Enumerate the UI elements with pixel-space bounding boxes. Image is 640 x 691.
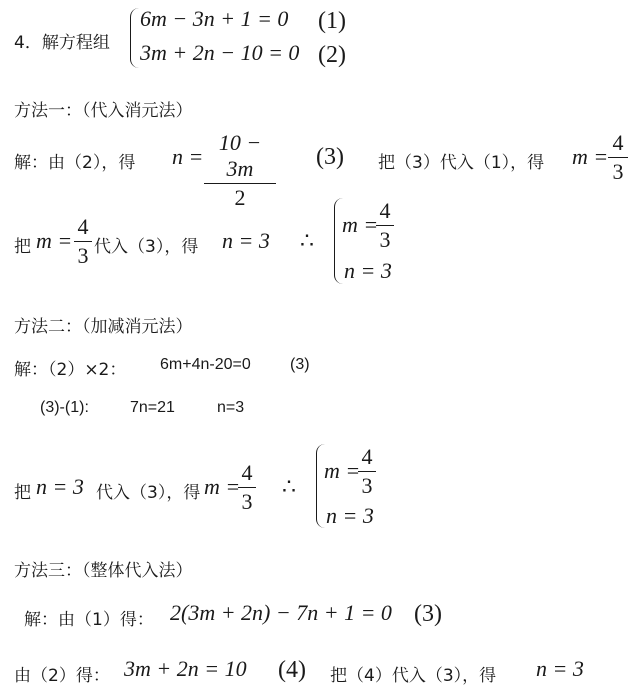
method2-fraction — [238, 460, 256, 515]
method2-line2-n: n=3 — [217, 399, 245, 416]
fraction-numerator: 4 — [612, 130, 624, 155]
system-brace — [130, 8, 139, 68]
method2-line3-m-eq: m = — [204, 474, 241, 499]
method3-line2-prefix: 由（2）得： — [14, 666, 110, 686]
method1-title: 方法一：（代入消元法） — [14, 101, 193, 121]
method2-line2-ops: (3)-(1): — [40, 399, 89, 416]
method2-line3-n: n = 3 — [36, 474, 84, 499]
method1-m-eq: m = — [572, 144, 609, 169]
method1-line1-prefix: 解：由（2），得 — [14, 153, 136, 173]
method3-line2-mid: 把（4）代入（3），得 — [330, 666, 497, 686]
method1-fraction-1 — [204, 130, 276, 211]
method3-line1-prefix: 解：由（1）得： — [24, 610, 154, 630]
method1-line2-n: n = 3 — [222, 228, 270, 253]
method1-sys-m-eq: m = — [342, 212, 379, 237]
method3-line1-eq: 2(3m + 2n) − 7n + 1 = 0 — [170, 600, 392, 625]
method1-tag-3: (3) — [316, 144, 344, 170]
method1-line2-m-eq: m = — [36, 228, 73, 253]
fraction-numerator: 4 — [379, 198, 391, 223]
equation-1: 6m − 3n + 1 = 0 — [140, 6, 289, 31]
fraction-denominator: 3 — [379, 227, 391, 252]
method1-line2-mid: 代入（3），得 — [94, 237, 199, 257]
fraction-denominator: 3 — [241, 489, 253, 514]
fraction-denominator: 3 — [361, 473, 373, 498]
fraction-numerator: 4 — [241, 460, 253, 485]
fraction-numerator: 4 — [361, 444, 373, 469]
fraction-numerator: 4 — [77, 214, 89, 239]
method1-fraction-3 — [74, 214, 92, 269]
method3-title: 方法三：（整体代入法） — [14, 561, 193, 581]
therefore-symbol: ∴ — [300, 228, 314, 253]
method2-line1-prefix: 解：（2）×2： — [14, 360, 127, 380]
problem-label: 4．解方程组 — [14, 33, 110, 53]
method2-line1-eq: 6m+4n-20=0 — [160, 356, 251, 373]
method1-n-eq: n = — [172, 144, 204, 169]
method2-line3-prefix: 把 — [14, 483, 31, 503]
method1-sys-fraction — [376, 198, 394, 253]
method2-line3-mid: 代入（3），得 — [96, 483, 201, 503]
method2-sys-fraction — [358, 444, 376, 499]
solution-brace — [316, 444, 325, 528]
therefore-symbol: ∴ — [282, 474, 296, 499]
method2-sys-m-eq: m = — [324, 458, 361, 483]
method2-line2-eq: 7n=21 — [130, 399, 175, 416]
method1-line1-mid: 把（3）代入（1），得 — [378, 153, 545, 173]
method3-line2-eq: 3m + 2n = 10 — [124, 656, 247, 681]
fraction-numerator: 10 − 3m — [218, 130, 262, 181]
method2-title: 方法二：（加减消元法） — [14, 317, 193, 337]
equation-1-tag: (1) — [318, 8, 346, 34]
method2-line1-tag: (3) — [290, 356, 310, 373]
method1-sys-n: n = 3 — [344, 258, 392, 283]
method3-line2-tag: (4) — [278, 657, 306, 683]
method2-sys-n: n = 3 — [326, 503, 374, 528]
equation-2-tag: (2) — [318, 42, 346, 68]
solution-brace — [334, 198, 343, 284]
fraction-denominator: 3 — [77, 243, 89, 268]
method3-line1-tag: (3) — [414, 601, 442, 627]
equation-2: 3m + 2n − 10 = 0 — [140, 40, 300, 65]
fraction-denominator: 3 — [612, 159, 624, 184]
method3-line2-n: n = 3 — [536, 656, 584, 681]
method1-line2-prefix: 把 — [14, 237, 31, 257]
fraction-denominator: 2 — [234, 185, 246, 210]
method1-fraction-2 — [608, 130, 628, 185]
